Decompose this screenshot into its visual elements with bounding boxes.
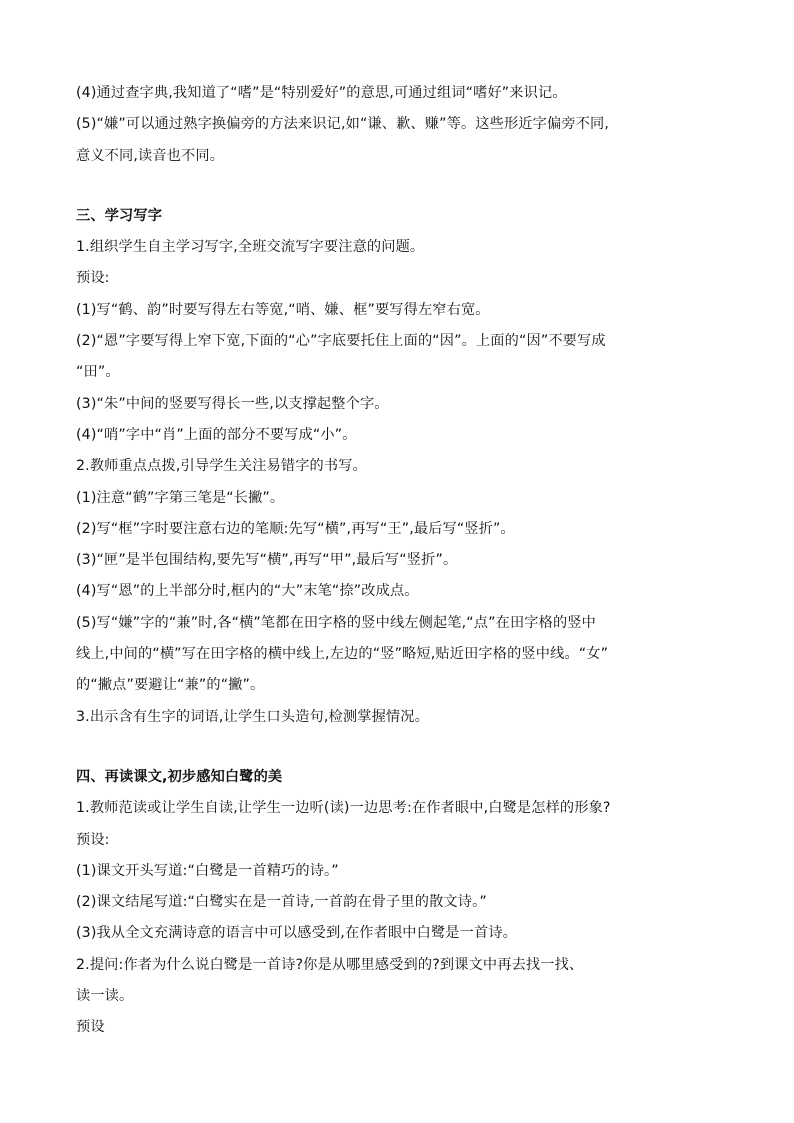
paragraph-line: 预设 bbox=[76, 1019, 105, 1036]
document-page bbox=[76, 78, 728, 1044]
section-3 bbox=[76, 201, 728, 733]
paragraph-line: (1)课文开头写道:“白鹭是一首精巧的诗。” bbox=[76, 862, 339, 879]
paragraph-line: 3.出示含有生字的词语,让学生口头造句,检测掌握情况。 bbox=[76, 708, 429, 725]
section-heading: 三、学习写字 bbox=[76, 207, 163, 224]
paragraph-line: 预设: bbox=[76, 831, 110, 848]
paragraph-line: 1.教师范读或让学生自读,让学生一边听(读)一边思考:在作者眼中,白鹭是怎样的形象? bbox=[76, 800, 611, 817]
paragraph-line: 意义不同,读音也不同。 bbox=[76, 147, 225, 164]
paragraph-line: “田”。 bbox=[76, 364, 120, 381]
paragraph-line: (4)“哨”字中“肖”上面的部分不要写成“小”。 bbox=[76, 426, 357, 443]
paragraph-line: 2.提问:作者为什么说白鹭是一首诗?你是从哪里感受到的?到课文中再去找一找、 bbox=[76, 956, 584, 973]
paragraph-line: (3)“匣”是半包围结构,要先写“横”,再写“甲”,最后写“竖折”。 bbox=[76, 552, 458, 569]
section-heading: 四、再读课文,初步感知白鹭的美 bbox=[76, 768, 283, 785]
paragraph-line: (2)写“框”字时要注意右边的笔顺:先写“横”,再写“王”,最后写“竖折”。 bbox=[76, 520, 515, 537]
paragraph-line: 的“撇点”要避让“兼”的“撇”。 bbox=[76, 677, 265, 694]
section-2-tail bbox=[76, 78, 728, 172]
paragraph-line: (2)“恩”字要写得上窄下宽,下面的“心”字底要托住上面的“因”。上面的“因”不要写成 bbox=[76, 333, 606, 350]
paragraph-line: (5)写“嫌”字的“兼”时,各“横”笔都在田字格的竖中线左侧起笔,“点”在田字格的竖中 bbox=[76, 614, 596, 631]
section-spacer bbox=[76, 733, 728, 762]
paragraph-line: (3)“朱”中间的竖要写得长一些,以支撑起整个字。 bbox=[76, 395, 389, 412]
paragraph-line: (1)写“鹤、韵”时要写得左右等宽,“哨、嫌、框”要写得左窄右宽。 bbox=[76, 301, 490, 318]
section-4 bbox=[76, 762, 728, 1044]
paragraph-line: 预设: bbox=[76, 270, 110, 287]
paragraph-line: (3)我从全文充满诗意的语言中可以感受到,在作者眼中白鹭是一首诗。 bbox=[76, 925, 517, 942]
paragraph-line: (1)注意“鹤”字第三笔是“长撇”。 bbox=[76, 489, 285, 506]
paragraph-line: 1.组织学生自主学习写字,全班交流写字要注意的问题。 bbox=[76, 239, 425, 256]
paragraph-line: (5)“嫌”可以通过熟字换偏旁的方法来识记,如“谦、歉、赚”等。这些形近字偏旁不同, bbox=[76, 116, 610, 133]
section-spacer bbox=[76, 172, 728, 201]
paragraph-line: (4)通过查字典,我知道了“嗜”是“特别爱好”的意思,可通过组词“嗜好”来识记。 bbox=[76, 85, 567, 101]
paragraph-line: 2.教师重点点拨,引导学生关注易错字的书写。 bbox=[76, 458, 367, 475]
paragraph-line: (2)课文结尾写道:“白鹭实在是一首诗,一首韵在骨子里的散文诗。” bbox=[76, 894, 487, 911]
paragraph-line: (4)写“恩”的上半部分时,框内的“大”末笔“捺”改成点。 bbox=[76, 583, 419, 600]
paragraph-line: 线上,中间的“横”写在田字格的横中线上,左边的“竖”略短,贴近田字格的竖中线。“女” bbox=[76, 646, 609, 663]
paragraph-line: 读一读。 bbox=[76, 988, 134, 1005]
